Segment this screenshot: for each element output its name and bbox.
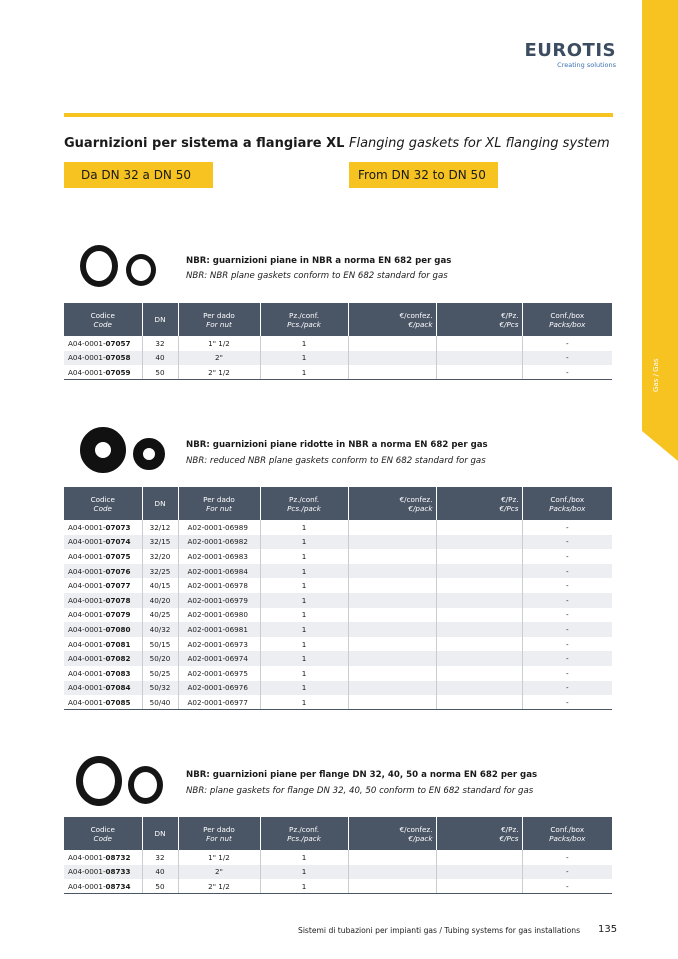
column-header	[348, 817, 436, 850]
footer-text: Sistemi di tubazioni per impianti gas / Tubing systems for gas installations	[298, 926, 581, 935]
packs-box-cell: -	[522, 564, 612, 579]
column-header	[522, 303, 612, 336]
dn-cell: 50/25	[142, 666, 178, 681]
dn-cell: 40/20	[142, 593, 178, 608]
code-cell	[64, 564, 142, 579]
table-row	[64, 549, 612, 564]
nut-cell: 1" 1/2	[178, 336, 260, 351]
column-header	[260, 303, 348, 336]
code-prefix: A04-0001-	[68, 537, 106, 547]
column-header	[260, 487, 348, 520]
pcs-cell: 1	[260, 564, 348, 579]
code-suffix: 07082	[105, 654, 131, 664]
column-header	[260, 817, 348, 850]
pcs-cell: 1	[260, 365, 348, 380]
price-pack-cell	[348, 666, 436, 681]
code-prefix: A04-0001-	[68, 852, 106, 862]
pcs-cell: 1	[260, 865, 348, 880]
table-row	[64, 681, 612, 696]
table-header-row	[64, 817, 612, 850]
price-pcs-cell	[436, 608, 522, 623]
pcs-cell: 1	[260, 666, 348, 681]
table-row	[64, 695, 612, 710]
packs-box-cell: -	[522, 865, 612, 880]
product-table-3	[64, 817, 612, 894]
table-row	[64, 879, 612, 894]
price-pack-cell	[348, 351, 436, 366]
pcs-cell: 1	[260, 879, 348, 894]
dn-cell: 32	[142, 850, 178, 865]
pcs-cell: 1	[260, 651, 348, 666]
dn-cell: 50/15	[142, 637, 178, 652]
code-prefix: A04-0001-	[68, 581, 106, 591]
column-header-it: €/Pz.	[501, 310, 519, 320]
column-header	[436, 817, 522, 850]
column-header-en: €/Pcs	[499, 319, 519, 329]
column-header-it: €/confez.	[399, 494, 433, 504]
brand-logo	[520, 40, 616, 69]
code-cell	[64, 651, 142, 666]
code-suffix: 07078	[105, 595, 131, 605]
code-suffix: 07085	[105, 697, 131, 707]
code-cell	[64, 593, 142, 608]
packs-box-cell: -	[522, 351, 612, 366]
gasket-flange-small-icon	[128, 766, 163, 804]
price-pcs-cell	[436, 365, 522, 380]
column-header	[436, 303, 522, 336]
code-suffix: 07083	[105, 668, 131, 678]
pcs-cell: 1	[260, 593, 348, 608]
packs-box-cell: -	[522, 651, 612, 666]
pcs-cell: 1	[260, 578, 348, 593]
code-suffix: 07074	[105, 537, 131, 547]
code-prefix: A04-0001-	[68, 566, 106, 576]
dn-cell: 40	[142, 351, 178, 366]
code-cell	[64, 535, 142, 550]
nut-cell: A02-0001-06977	[178, 695, 260, 710]
packs-box-cell: -	[522, 622, 612, 637]
column-header-en: €/Pcs	[499, 503, 519, 513]
table-row	[64, 578, 612, 593]
nut-cell: 2" 1/2	[178, 365, 260, 380]
nut-cell: A02-0001-06974	[178, 651, 260, 666]
code-suffix: 07080	[105, 624, 131, 634]
code-cell	[64, 549, 142, 564]
section-1-title: NBR: guarnizioni piane in NBR a norma EN 682 per gas	[186, 256, 452, 266]
nut-cell: A02-0001-06976	[178, 681, 260, 696]
dn-cell: 40/25	[142, 608, 178, 623]
page-title-en: Flanging gaskets for XL flanging system	[349, 136, 610, 151]
code-suffix: 07079	[105, 610, 131, 620]
nut-cell: A02-0001-06989	[178, 520, 260, 535]
price-pcs-cell	[436, 681, 522, 696]
column-header-en: Packs/box	[549, 503, 586, 513]
side-tab-label: Gas / Gas	[652, 358, 660, 392]
code-cell	[64, 608, 142, 623]
code-prefix: A04-0001-	[68, 683, 106, 693]
code-cell	[64, 850, 142, 865]
code-cell	[64, 622, 142, 637]
section-2-subtitle: NBR: reduced NBR plane gaskets conform to EN 682 standard for gas	[186, 456, 486, 466]
table-row	[64, 666, 612, 681]
price-pcs-cell	[436, 535, 522, 550]
column-header-it: Conf./box	[550, 494, 585, 504]
price-pack-cell	[348, 850, 436, 865]
page-number: 135	[598, 924, 618, 935]
section-2-title: NBR: guarnizioni piane ridotte in NBR a norma EN 682 per gas	[186, 440, 488, 450]
column-header	[64, 303, 142, 336]
price-pcs-cell	[436, 666, 522, 681]
column-header-it: Pz./conf.	[288, 824, 319, 834]
packs-box-cell: -	[522, 365, 612, 380]
price-pcs-cell	[436, 622, 522, 637]
column-header-en: Code	[93, 503, 112, 513]
code-suffix: 07058	[105, 353, 131, 363]
column-header-it: DN	[154, 315, 166, 324]
pcs-cell: 1	[260, 608, 348, 623]
code-suffix: 07077	[105, 581, 131, 591]
column-header-en: €/pack	[408, 833, 433, 843]
product-table-2	[64, 487, 612, 710]
gasket-small-icon	[126, 254, 156, 286]
table-row	[64, 365, 612, 380]
price-pcs-cell	[436, 695, 522, 710]
price-pack-cell	[348, 865, 436, 880]
column-header-it: Codice	[90, 310, 115, 320]
price-pack-cell	[348, 622, 436, 637]
column-header-en: Pcs./pack	[287, 833, 321, 843]
gasket-large-icon	[80, 245, 118, 287]
brand-name: EUROTIS	[524, 40, 616, 61]
packs-box-cell: -	[522, 549, 612, 564]
price-pcs-cell	[436, 578, 522, 593]
code-prefix: A04-0001-	[68, 624, 106, 634]
nut-cell: A02-0001-06981	[178, 622, 260, 637]
column-header-it: Per dado	[203, 310, 235, 320]
brand-tagline: Creating solutions	[557, 61, 616, 69]
price-pack-cell	[348, 879, 436, 894]
code-prefix: A04-0001-	[68, 338, 106, 348]
section-1-subtitle: NBR: NBR plane gaskets conform to EN 682 standard for gas	[186, 271, 448, 281]
section-3-title: NBR: guarnizioni piane per flange DN 32, 40, 50 a norma EN 682 per gas	[186, 770, 538, 780]
code-suffix: 07081	[105, 639, 131, 649]
column-header-it: Per dado	[203, 494, 235, 504]
packs-box-cell: -	[522, 535, 612, 550]
code-prefix: A04-0001-	[68, 367, 106, 377]
column-header	[178, 487, 260, 520]
code-cell	[64, 637, 142, 652]
code-prefix: A04-0001-	[68, 867, 106, 877]
gasket-reduced-large-icon	[80, 427, 126, 473]
section-3-subtitle: NBR: plane gaskets for flange DN 32, 40, 50 conform to EN 682 standard for gas	[186, 786, 534, 796]
pcs-cell: 1	[260, 336, 348, 351]
price-pcs-cell	[436, 564, 522, 579]
column-header-en: Code	[93, 319, 112, 329]
packs-box-cell: -	[522, 879, 612, 894]
column-header	[142, 303, 178, 336]
code-cell	[64, 365, 142, 380]
gasket-reduced-small-icon	[133, 438, 165, 470]
code-cell	[64, 879, 142, 894]
column-header-en: For nut	[206, 503, 232, 513]
price-pack-cell	[348, 578, 436, 593]
code-prefix: A04-0001-	[68, 668, 106, 678]
nut-cell: 1" 1/2	[178, 850, 260, 865]
column-header	[522, 817, 612, 850]
column-header	[64, 487, 142, 520]
nut-cell: 2"	[178, 865, 260, 880]
column-header	[64, 817, 142, 850]
packs-box-cell: -	[522, 520, 612, 535]
nut-cell: 2" 1/2	[178, 879, 260, 894]
column-header-it: DN	[154, 829, 166, 838]
code-suffix: 07075	[105, 551, 131, 561]
code-cell	[64, 695, 142, 710]
packs-box-cell: -	[522, 666, 612, 681]
nut-cell: 2"	[178, 351, 260, 366]
column-header	[522, 487, 612, 520]
packs-box-cell: -	[522, 695, 612, 710]
code-prefix: A04-0001-	[68, 697, 106, 707]
table-row	[64, 564, 612, 579]
column-header-it: €/confez.	[399, 310, 433, 320]
pcs-cell: 1	[260, 622, 348, 637]
column-header-it: Codice	[90, 494, 115, 504]
packs-box-cell: -	[522, 593, 612, 608]
gasket-flange-large-icon	[76, 756, 122, 806]
nut-cell: A02-0001-06973	[178, 637, 260, 652]
column-header	[142, 487, 178, 520]
price-pcs-cell	[436, 520, 522, 535]
dn-cell: 50	[142, 365, 178, 380]
price-pcs-cell	[436, 865, 522, 880]
dn-cell: 32/25	[142, 564, 178, 579]
code-prefix: A04-0001-	[68, 881, 106, 891]
pcs-cell: 1	[260, 549, 348, 564]
code-prefix: A04-0001-	[68, 639, 106, 649]
pcs-cell: 1	[260, 695, 348, 710]
side-tab-notch	[642, 431, 678, 461]
dn-cell: 50/32	[142, 681, 178, 696]
column-header-it: DN	[154, 499, 166, 508]
dn-cell: 50	[142, 879, 178, 894]
dn-cell: 40	[142, 865, 178, 880]
table-row	[64, 608, 612, 623]
table-row	[64, 593, 612, 608]
side-tab-label-wrap	[648, 352, 668, 392]
table-header-row	[64, 303, 612, 336]
price-pcs-cell	[436, 593, 522, 608]
code-suffix: 08732	[105, 852, 131, 862]
dn-cell: 32/15	[142, 535, 178, 550]
nut-cell: A02-0001-06984	[178, 564, 260, 579]
column-header-it: Conf./box	[550, 824, 585, 834]
range-badge-en: From DN 32 to DN 50	[349, 162, 498, 188]
column-header-en: For nut	[206, 319, 232, 329]
dn-cell: 32	[142, 336, 178, 351]
table-row	[64, 850, 612, 865]
pcs-cell: 1	[260, 681, 348, 696]
table-row	[64, 865, 612, 880]
column-header	[436, 487, 522, 520]
price-pack-cell	[348, 695, 436, 710]
header-rule	[64, 113, 613, 117]
pcs-cell: 1	[260, 520, 348, 535]
column-header-it: €/Pz.	[501, 494, 519, 504]
column-header-en: Code	[93, 833, 112, 843]
price-pcs-cell	[436, 637, 522, 652]
column-header-en: €/pack	[408, 503, 433, 513]
price-pcs-cell	[436, 351, 522, 366]
dn-cell: 40/32	[142, 622, 178, 637]
code-cell	[64, 351, 142, 366]
table-header-row	[64, 487, 612, 520]
column-header-en: €/pack	[408, 319, 433, 329]
code-cell	[64, 578, 142, 593]
price-pcs-cell	[436, 549, 522, 564]
price-pack-cell	[348, 564, 436, 579]
packs-box-cell: -	[522, 637, 612, 652]
nut-cell: A02-0001-06975	[178, 666, 260, 681]
code-suffix: 08734	[105, 881, 131, 891]
column-header-it: €/Pz.	[501, 824, 519, 834]
dn-cell: 50/20	[142, 651, 178, 666]
code-suffix: 07084	[105, 683, 131, 693]
table-row	[64, 637, 612, 652]
price-pack-cell	[348, 365, 436, 380]
price-pcs-cell	[436, 651, 522, 666]
code-prefix: A04-0001-	[68, 610, 106, 620]
price-pack-cell	[348, 535, 436, 550]
price-pack-cell	[348, 336, 436, 351]
dn-cell: 32/20	[142, 549, 178, 564]
pcs-cell: 1	[260, 351, 348, 366]
price-pack-cell	[348, 593, 436, 608]
price-pcs-cell	[436, 336, 522, 351]
code-suffix: 07073	[105, 522, 131, 532]
packs-box-cell: -	[522, 336, 612, 351]
column-header-en: €/Pcs	[499, 833, 519, 843]
column-header-it: Per dado	[203, 824, 235, 834]
column-header-en: Pcs./pack	[287, 503, 321, 513]
column-header	[178, 817, 260, 850]
price-pack-cell	[348, 651, 436, 666]
price-pack-cell	[348, 637, 436, 652]
column-header-en: Packs/box	[549, 833, 586, 843]
nut-cell: A02-0001-06978	[178, 578, 260, 593]
code-suffix: 07076	[105, 566, 131, 576]
range-badge-it: Da DN 32 a DN 50	[64, 162, 213, 188]
code-prefix: A04-0001-	[68, 551, 106, 561]
pcs-cell: 1	[260, 637, 348, 652]
packs-box-cell: -	[522, 850, 612, 865]
nut-cell: A02-0001-06983	[178, 549, 260, 564]
code-cell	[64, 520, 142, 535]
table-row	[64, 535, 612, 550]
column-header-it: €/confez.	[399, 824, 433, 834]
pcs-cell: 1	[260, 850, 348, 865]
price-pack-cell	[348, 608, 436, 623]
packs-box-cell: -	[522, 681, 612, 696]
column-header-en: Pcs./pack	[287, 319, 321, 329]
table-row	[64, 336, 612, 351]
column-header-it: Codice	[90, 824, 115, 834]
column-header	[142, 817, 178, 850]
code-prefix: A04-0001-	[68, 353, 106, 363]
code-cell	[64, 666, 142, 681]
code-cell	[64, 865, 142, 880]
code-prefix: A04-0001-	[68, 595, 106, 605]
column-header	[348, 303, 436, 336]
code-suffix: 08733	[105, 867, 131, 877]
column-header-it: Pz./conf.	[288, 310, 319, 320]
nut-cell: A02-0001-06979	[178, 593, 260, 608]
table-row	[64, 520, 612, 535]
nut-cell: A02-0001-06982	[178, 535, 260, 550]
price-pack-cell	[348, 520, 436, 535]
column-header-it: Pz./conf.	[288, 494, 319, 504]
packs-box-cell: -	[522, 608, 612, 623]
dn-cell: 40/15	[142, 578, 178, 593]
price-pack-cell	[348, 549, 436, 564]
page-title-it: Guarnizioni per sistema a flangiare XL	[64, 136, 345, 151]
price-pcs-cell	[436, 850, 522, 865]
price-pack-cell	[348, 681, 436, 696]
nut-cell: A02-0001-06980	[178, 608, 260, 623]
pcs-cell: 1	[260, 535, 348, 550]
column-header	[178, 303, 260, 336]
table-row	[64, 351, 612, 366]
dn-cell: 32/12	[142, 520, 178, 535]
column-header-en: Packs/box	[549, 319, 586, 329]
column-header	[348, 487, 436, 520]
code-cell	[64, 336, 142, 351]
code-suffix: 07057	[105, 338, 131, 348]
column-header-it: Conf./box	[550, 310, 585, 320]
product-table-1	[64, 303, 612, 380]
code-prefix: A04-0001-	[68, 654, 106, 664]
code-cell	[64, 681, 142, 696]
table-row	[64, 651, 612, 666]
table-row	[64, 622, 612, 637]
price-pcs-cell	[436, 879, 522, 894]
packs-box-cell: -	[522, 578, 612, 593]
code-prefix: A04-0001-	[68, 522, 106, 532]
column-header-en: For nut	[206, 833, 232, 843]
code-suffix: 07059	[105, 367, 131, 377]
dn-cell: 50/40	[142, 695, 178, 710]
